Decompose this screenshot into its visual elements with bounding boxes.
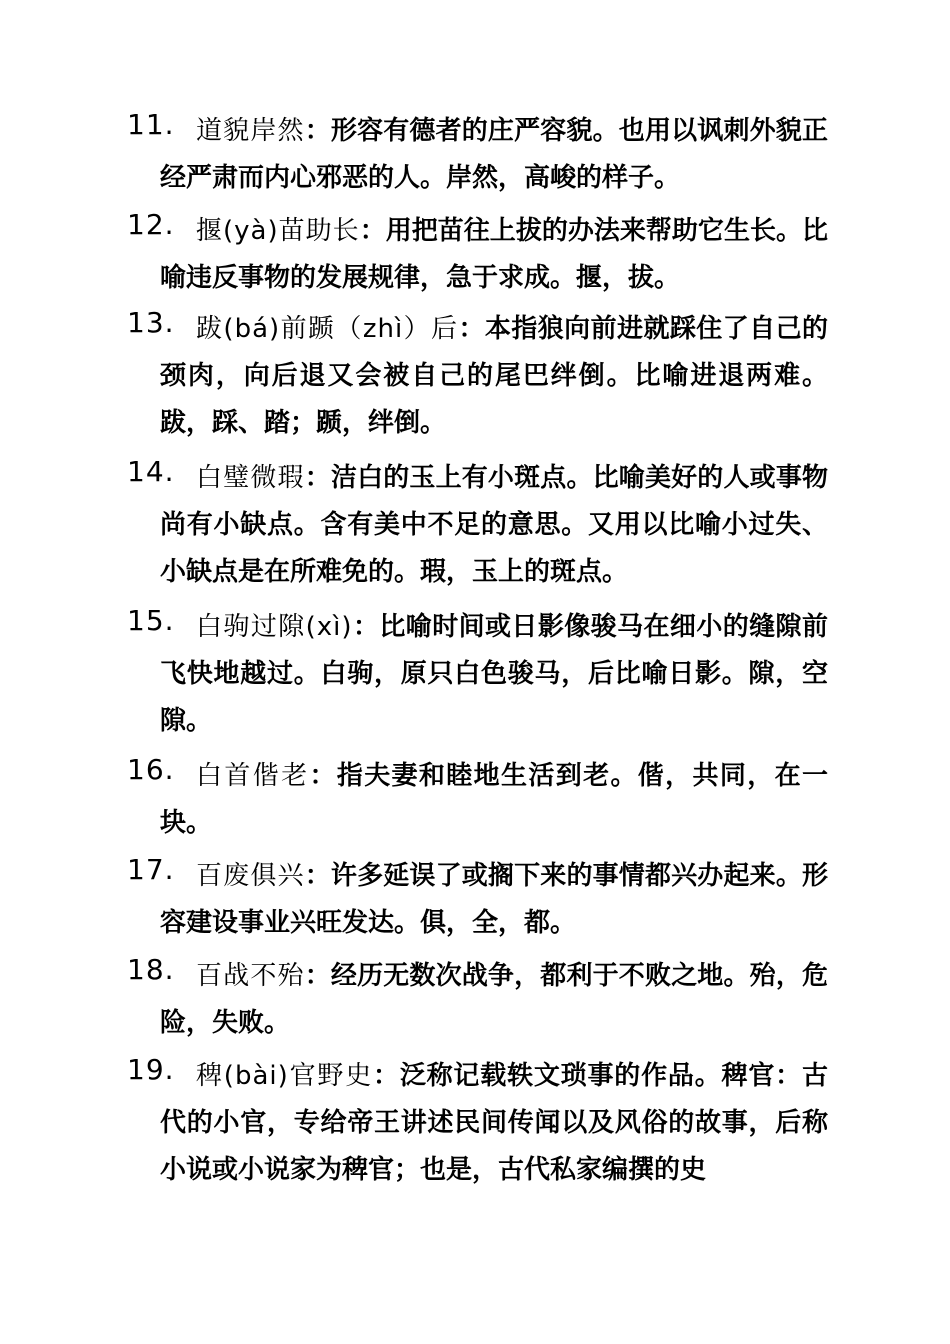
entry-separator: ： [352, 612, 380, 642]
entry-text [160, 306, 828, 447]
entry-text [160, 953, 828, 1047]
entry-definition: 泛称记载轶文琐事的作品。稗官：古代的小官，专给帝王讲述民间传闻以及风俗的故事，后称小说或小说家为稗官；也是，古代私家编撰的史 [160, 1061, 828, 1185]
entry-number: 11. [127, 108, 175, 141]
entry-definition: 用把苗往上拔的办法来帮助它生长。比喻违反事物的发展规律，急于求成。揠，拔。 [160, 216, 828, 293]
entry-separator: ： [458, 314, 485, 344]
entry-number: 12. [127, 208, 175, 241]
entry-18 [0, 953, 828, 1047]
entry-definition: 本指狼向前进就踩住了自己的颈肉，向后退又会被自己的尾巴绊倒。比喻进退两难。跋，踩、踏；踬，绊倒。 [160, 314, 828, 438]
entry-text [160, 1053, 828, 1194]
entry-number: 18. [127, 953, 175, 986]
entry-16 [0, 753, 828, 847]
entry-15 [0, 604, 828, 745]
entry-number: 17. [127, 853, 175, 886]
entry-12 [0, 208, 828, 302]
entry-definition: 比喻时间或日影像骏马在细小的缝隙前飞快地越过。白驹，原只白色骏马，后比喻日影。隙，空隙。 [160, 612, 828, 736]
entry-term: 白璧微瑕 [196, 463, 305, 493]
entry-14 [0, 455, 828, 596]
entry-separator: ： [304, 961, 331, 991]
entry-separator: ： [304, 861, 331, 891]
entry-separator: ： [304, 463, 331, 493]
entry-separator: ： [304, 116, 331, 146]
entry-number: 16. [127, 753, 175, 786]
entry-term: 道貌岸然 [196, 116, 305, 146]
entry-17 [0, 853, 828, 947]
entry-definition: 许多延误了或搁下来的事情都兴办起来。形容建设事业兴旺发达。俱，全，都。 [160, 861, 828, 938]
entry-separator: ： [309, 761, 337, 791]
entry-11 [0, 108, 828, 202]
entry-term: 百战不殆 [196, 961, 305, 991]
entry-separator: ： [373, 1061, 400, 1091]
entry-number: 14. [127, 455, 175, 488]
entry-definition: 形容有德者的庄严容貌。也用以讽刺外貌正经严肃而内心邪恶的人。岸然，高峻的样子。 [160, 116, 828, 193]
entry-term: 揠(yà)苗助长 [196, 216, 360, 246]
entry-term: 白首偕老 [196, 761, 310, 791]
entry-term: 跋(bá)前踬（zhì）后 [196, 314, 459, 344]
entry-text [160, 208, 828, 302]
entry-text [160, 853, 828, 947]
entry-text [160, 753, 828, 847]
entry-definition: 指夫妻和睦地生活到老。偕，共同，在一块。 [160, 761, 828, 838]
entry-separator: ： [359, 216, 386, 246]
entry-number: 19. [127, 1053, 175, 1086]
entry-text [160, 455, 828, 596]
entry-text [160, 108, 828, 202]
entry-19 [0, 1053, 828, 1194]
entry-definition: 经历无数次战争，都利于不败之地。殆，危险，失败。 [160, 961, 828, 1038]
entry-term: 稗(bài)官野史 [196, 1061, 373, 1091]
entry-term: 百废俱兴 [196, 861, 305, 891]
entry-number: 15. [127, 604, 175, 637]
entry-term: 白驹过隙(xì) [196, 612, 353, 642]
entry-number: 13. [127, 306, 175, 339]
entry-13 [0, 306, 828, 447]
entry-text [160, 604, 828, 745]
entry-definition: 洁白的玉上有小斑点。比喻美好的人或事物尚有小缺点。含有美中不足的意思。又用以比喻小过失、小缺点是在所难免的。瑕，玉上的斑点。 [160, 463, 828, 587]
